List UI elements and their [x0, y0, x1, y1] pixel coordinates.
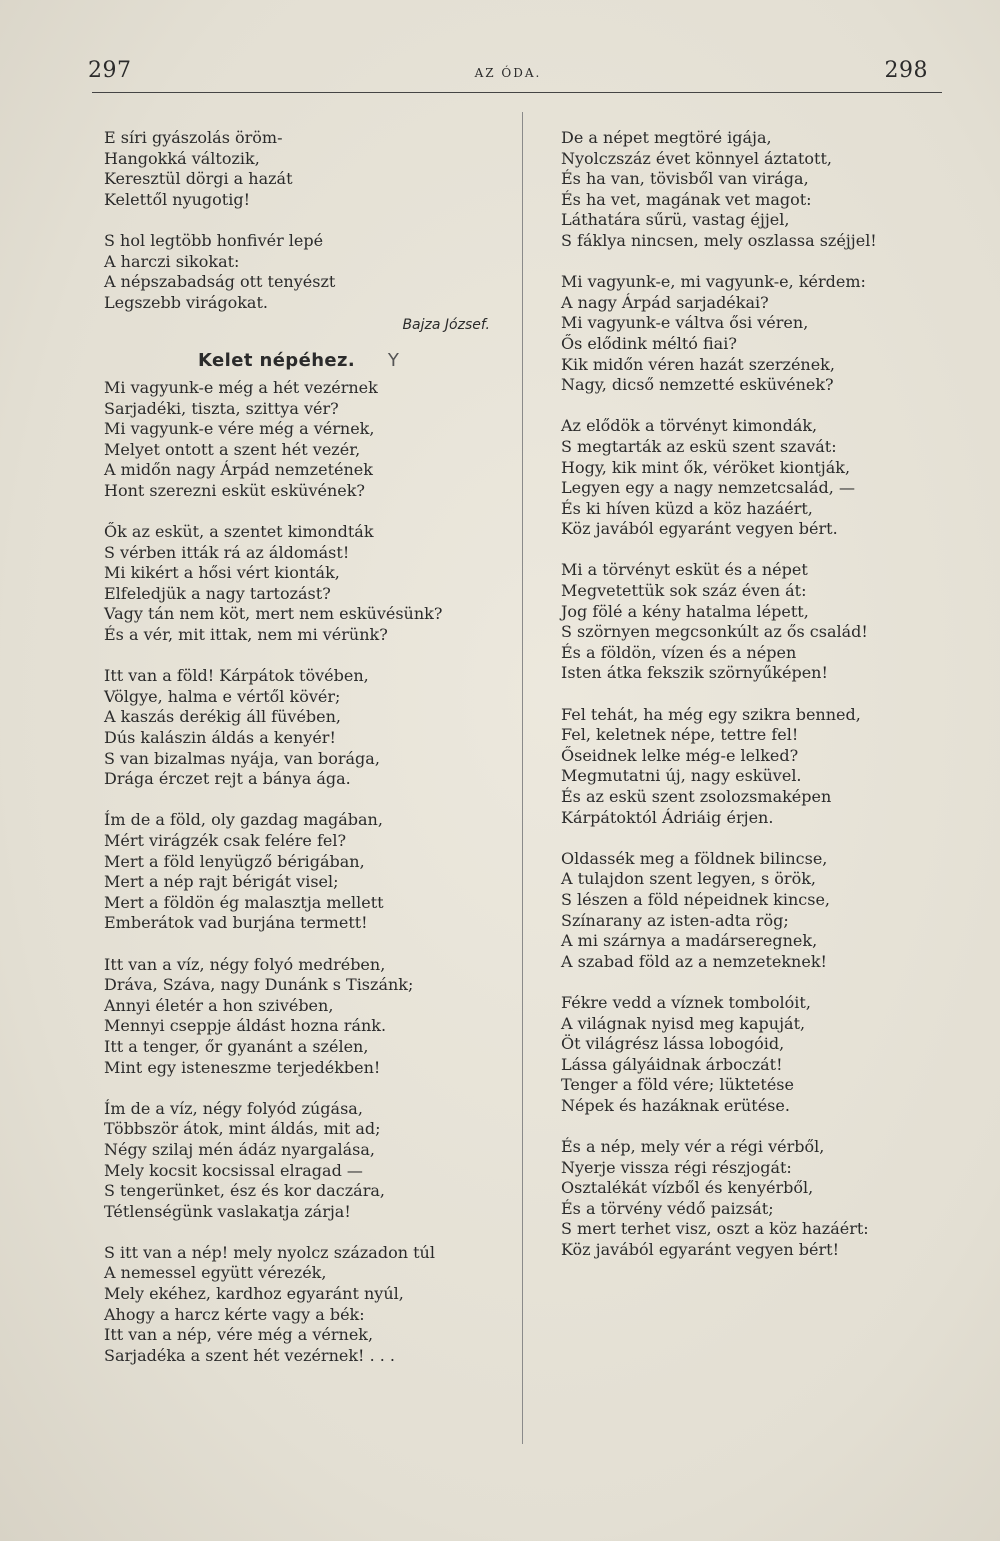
- verse-line: S lészen a föld népeidnek kincse,: [561, 889, 830, 909]
- stanza: [104, 1243, 512, 1367]
- verse-line: És az eskü szent zsolozsmaképen: [561, 787, 832, 806]
- verse-line: Jog fölé a kény hatalma lépett,: [561, 601, 809, 621]
- verse-line: Tenger a föld vére; lüktetése: [561, 1075, 794, 1095]
- verse-line: Melyet ontott a szent hét vezér,: [104, 439, 361, 459]
- verse-line: Ahogy a harcz kérte vagy a bék:: [104, 1304, 365, 1324]
- verse-line: Sarjadéka a szent hét vezérnek! . . .: [104, 1345, 395, 1365]
- verse-line: Legyen egy a nagy nemzetcsalád, —: [561, 478, 855, 498]
- poem-body: [104, 378, 512, 1367]
- verse-line: S megtarták az eskü szent szavát:: [561, 436, 837, 456]
- verse-line: S hol legtöbb honfivér lepé: [104, 230, 324, 250]
- verse-line: Dráva, Száva, nagy Dunánk s Tiszánk;: [104, 975, 414, 995]
- verse-line: Drága érczet rejt a bánya ága.: [104, 769, 351, 789]
- verse-line: Sarjadéki, tiszta, szittya vér?: [104, 398, 339, 418]
- verse-line: A szabad föld az a nemzeteknek!: [561, 951, 827, 971]
- verse-line: Mint egy isteneszme terjedékben!: [104, 1057, 381, 1077]
- verse-line: Mert a földön ég malasztja mellett: [104, 892, 384, 912]
- stanza: [104, 128, 512, 210]
- page-number-left: 297: [88, 58, 132, 83]
- verse-line: Köz javából egyaránt vegyen bért.: [561, 519, 838, 539]
- verse-line: Őseidnek lelke még-e lelked?: [561, 745, 799, 765]
- verse-line: És a földön, vízen és a népen: [561, 642, 797, 662]
- stanza: [561, 849, 941, 973]
- verse-line: Lássa gályáidnak árboczát!: [561, 1054, 783, 1074]
- verse-line: Fel, keletnek népe, tettre fel!: [561, 725, 799, 745]
- verse-line: Vagy tán nem köt, mert nem esküvésünk?: [104, 604, 443, 624]
- pencil-mark: Y: [387, 350, 400, 372]
- verse-line: Mi vagyunk-e váltva ősi véren,: [561, 313, 809, 333]
- verse-line: Keresztül dörgi a hazát: [104, 169, 293, 189]
- verse-line: Hogy, kik mint ők, véröket kiontják,: [561, 457, 851, 477]
- verse-line: Mely ekéhez, kardhoz egyaránt nyúl,: [104, 1284, 404, 1304]
- verse-line: Ők az esküt, a szentet kimondták: [104, 522, 374, 542]
- verse-line: De a népet megtöré igája,: [561, 128, 772, 147]
- verse-line: Itt van a víz, négy folyó medrében,: [104, 954, 386, 974]
- stanza: [104, 1099, 512, 1223]
- verse-line: Tétlenségünk vaslakatja zárja!: [104, 1201, 351, 1221]
- verse-line: Mely kocsit kocsissal elragad —: [104, 1160, 363, 1180]
- stanza: [561, 993, 941, 1117]
- verse-line: Köz javából egyaránt vegyen bért!: [561, 1240, 839, 1260]
- verse-line: Fékre vedd a víznek tombolóit,: [561, 992, 811, 1012]
- verse-line: Hangokká változik,: [104, 148, 260, 168]
- verse-line: Négy szilaj mén ádáz nyargalása,: [104, 1139, 375, 1159]
- stanza: [561, 416, 941, 540]
- verse-line: Fel tehát, ha még egy szikra benned,: [561, 704, 861, 724]
- verse-line: Ős elődink méltó fiai?: [561, 333, 737, 353]
- poem-title-text: Kelet népéhez.: [198, 350, 356, 372]
- verse-line: A midőn nagy Árpád nemzetének: [104, 460, 373, 480]
- verse-line: Megvetettük sok száz éven át:: [561, 581, 807, 601]
- verse-line: És ki híven küzd a köz hazáért,: [561, 498, 813, 518]
- verse-line: A világnak nyisd meg kapuját,: [561, 1013, 806, 1033]
- page-header: [88, 58, 928, 88]
- verse-line: S mert terhet visz, oszt a köz hazáért:: [561, 1219, 869, 1239]
- verse-line: Elfeledjük a nagy tartozást?: [104, 583, 331, 603]
- verse-line: Mi vagyunk-e még a hét vezérnek: [104, 377, 378, 397]
- verse-line: Isten átka fekszik szörnyűképen!: [561, 663, 828, 683]
- stanza: [104, 522, 512, 646]
- verse-line: Öt világrész lássa lobogóid,: [561, 1034, 785, 1054]
- verse-line: Ím de a föld, oly gazdag magában,: [104, 810, 383, 830]
- verse-line: A nemessel együtt vérezék,: [104, 1263, 327, 1283]
- page-number-right: 298: [884, 58, 928, 83]
- verse-line: Mi a törvényt esküt és a népet: [561, 560, 808, 580]
- stanza: [104, 378, 512, 502]
- column-divider: [522, 112, 523, 1444]
- verse-line: A harczi sikokat:: [104, 251, 240, 271]
- verse-line: Itt a tenger, őr gyanánt a szélen,: [104, 1036, 369, 1056]
- header-rule: [92, 92, 942, 93]
- verse-line: Völgye, halma e vértől kövér;: [104, 686, 341, 706]
- verse-line: Osztalékát vízből és kenyérből,: [561, 1178, 814, 1198]
- stanza: [104, 810, 512, 934]
- left-column: [104, 128, 512, 1366]
- verse-line: Mennyi cseppje áldást hozna ránk.: [104, 1016, 387, 1036]
- verse-line: S szörnyen megcsonkúlt az ős család!: [561, 622, 868, 642]
- poem-body-continued: [561, 128, 941, 1261]
- verse-line: Ím de a víz, négy folyód zúgása,: [104, 1098, 363, 1118]
- stanza: [104, 666, 512, 790]
- stanza: [561, 272, 941, 396]
- verse-line: S fáklya nincsen, mely oszlassa széjjel!: [561, 230, 877, 250]
- verse-line: A mi szárnya a madárseregnek,: [561, 931, 818, 951]
- stanza: [561, 560, 941, 684]
- verse-line: Népek és hazáknak erütése.: [561, 1095, 790, 1115]
- verse-line: Mért virágzék csak felére fel?: [104, 831, 347, 850]
- verse-line: S van bizalmas nyája, van borága,: [104, 748, 380, 768]
- verse-line: Láthatára sűrü, vastag éjjel,: [561, 210, 790, 230]
- verse-line: Itt van a nép, vére még a vérnek,: [104, 1325, 374, 1345]
- poem-author: Bajza József.: [402, 317, 490, 334]
- verse-line: Itt van a föld! Kárpátok tövében,: [104, 666, 369, 686]
- verse-line: E síri gyászolás öröm-: [104, 128, 283, 147]
- verse-line: A népszabadság ott tenyészt: [104, 272, 336, 292]
- verse-line: Mert a nép rajt bérigát visel;: [104, 872, 339, 892]
- stanza: [104, 231, 512, 313]
- running-title: AZ ÓDA.: [474, 66, 542, 80]
- verse-line: És a vér, mit ittak, nem mi vérünk?: [104, 625, 388, 645]
- verse-line: Legszebb virágokat.: [104, 292, 268, 312]
- verse-line: Nagy, dicső nemzetté esküvének?: [561, 375, 834, 395]
- verse-line: S itt van a nép! mely nyolcz századon túl: [104, 1242, 435, 1262]
- poem-ending: [104, 128, 512, 313]
- stanza: [104, 955, 512, 1079]
- stanza: [561, 1137, 941, 1261]
- verse-line: S tengerünket, ész és kor daczára,: [104, 1181, 385, 1201]
- verse-line: S vérben itták rá az áldomást!: [104, 542, 350, 562]
- verse-line: Többször átok, mint áldás, mit ad;: [104, 1119, 381, 1139]
- verse-line: Mi vagyunk-e vére még a vérnek,: [104, 419, 375, 439]
- verse-line: Kik midőn véren hazát szerzének,: [561, 354, 835, 374]
- verse-line: Emberátok vad burjána termett!: [104, 913, 368, 933]
- verse-line: Hont szerezni esküt esküvének?: [104, 480, 365, 500]
- verse-line: A kaszás derékig áll füvében,: [104, 707, 342, 727]
- verse-line: És ha vet, magának vet magot:: [561, 189, 812, 209]
- verse-line: Dús kalászin áldás a kenyér!: [104, 728, 336, 748]
- verse-line: Nyolczszáz évet könnyel áztatott,: [561, 148, 832, 168]
- right-column: [561, 128, 941, 1261]
- verse-line: Az elődök a törvényt kimondák,: [561, 416, 818, 436]
- poem-title: [198, 351, 512, 372]
- verse-line: Nyerje vissza régi részjogát:: [561, 1157, 792, 1177]
- verse-line: Mi kikért a hősi vért kionták,: [104, 563, 340, 583]
- stanza: [561, 705, 941, 829]
- verse-line: És a nép, mely vér a régi vérből,: [561, 1137, 825, 1157]
- verse-line: Kelettől nyugotig!: [104, 189, 251, 209]
- verse-line: Mert a föld lenyügző bérigában,: [104, 851, 365, 871]
- verse-line: A nagy Árpád sarjadékai?: [561, 292, 769, 312]
- verse-line: És ha van, tövisből van virága,: [561, 169, 809, 189]
- verse-line: Annyi életér a hon szivében,: [104, 995, 334, 1015]
- verse-line: A tulajdon szent legyen, s örök,: [561, 869, 816, 889]
- verse-line: Színarany az isten-adta rög;: [561, 910, 789, 930]
- verse-line: Oldassék meg a földnek bilincse,: [561, 848, 828, 868]
- stanza: [561, 128, 941, 252]
- verse-line: És a törvény védő paizsát;: [561, 1198, 774, 1218]
- verse-line: Mi vagyunk-e, mi vagyunk-e, kérdem:: [561, 272, 866, 292]
- verse-line: Kárpátoktól Ádriáig érjen.: [561, 807, 774, 827]
- verse-line: Megmutatni új, nagy esküvel.: [561, 766, 802, 786]
